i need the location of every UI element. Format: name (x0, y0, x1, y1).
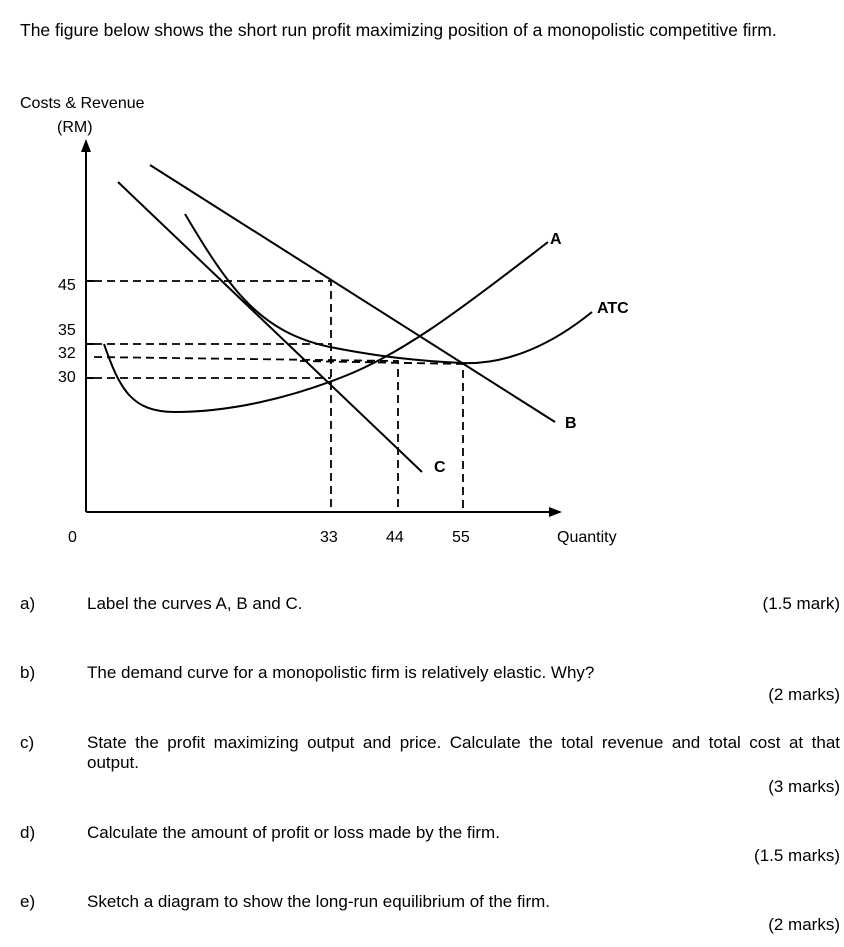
curve-label-c: C (434, 459, 446, 476)
x-tick-label: 55 (452, 529, 470, 546)
question-letter: e) (20, 892, 36, 911)
x-axis-label: Quantity (557, 529, 617, 546)
x-tick-label: 33 (320, 529, 338, 546)
x-tick-label: 44 (386, 529, 404, 546)
question-text: The demand curve for a monopolistic firm is relatively elastic. Why? (87, 663, 595, 682)
question-text: Label the curves A, B and C. (87, 594, 303, 613)
y-tick-label: 32 (58, 345, 76, 362)
question-marks: (2 marks) (768, 685, 840, 704)
curve-label-atc: ATC (597, 300, 629, 317)
reference-line-32 (94, 357, 398, 510)
intro-text: The figure below shows the short run profit maximizing position of a monopolistic competitive firm. (20, 20, 777, 40)
y-tick-label: 45 (58, 277, 76, 294)
curve-label-a: A (550, 231, 562, 248)
y-tick-label: 35 (58, 322, 76, 339)
x-axis-arrow (549, 507, 562, 517)
question-letter: a) (20, 594, 36, 613)
question-text: Sketch a diagram to show the long-run equilibrium of the firm. (87, 892, 551, 911)
curve-c (118, 182, 422, 472)
question-marks: (1.5 marks) (754, 846, 840, 865)
question-marks: (1.5 mark) (762, 594, 840, 613)
y-axis-arrow (81, 139, 91, 152)
curve-a (104, 242, 548, 412)
origin-label: 0 (68, 529, 77, 546)
y-axis-unit: (RM) (57, 119, 93, 136)
curve-b (150, 165, 555, 422)
question-letter: b) (20, 663, 36, 682)
curve-atc (185, 214, 592, 363)
question-marks: (3 marks) (768, 777, 840, 796)
question-text: Calculate the amount of profit or loss made by the firm. (87, 823, 500, 842)
y-axis-label: Costs & Revenue (20, 95, 145, 112)
question-text: State the profit maximizing output and price. Calculate the total revenue and total cost at that output. (87, 733, 840, 772)
question-marks: (2 marks) (768, 915, 840, 934)
y-tick-label: 30 (58, 369, 76, 386)
curve-label-b: B (565, 415, 577, 432)
question-letter: d) (20, 823, 36, 842)
question-letter: c) (20, 733, 35, 752)
